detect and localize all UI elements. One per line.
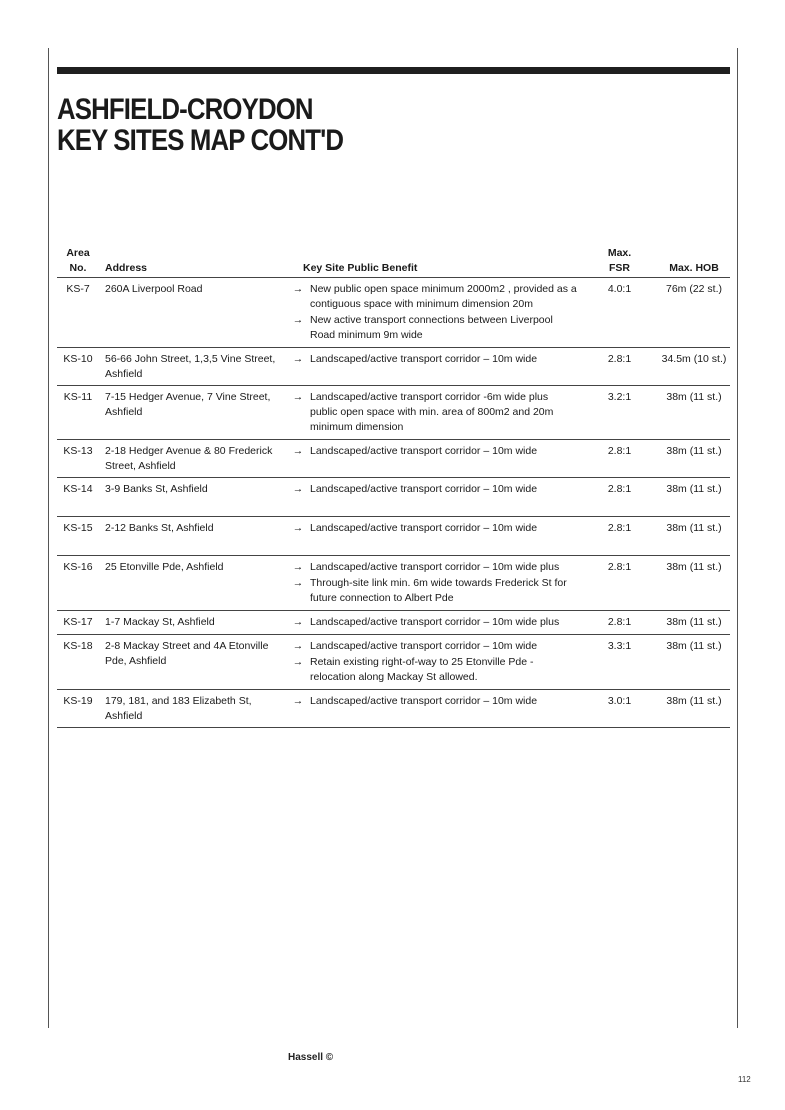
address-cell: 25 Etonville Pde, Ashfield (105, 561, 224, 573)
max-fsr-cell: 2.8:1 (607, 522, 632, 534)
area-number-cell: KS-7 (66, 283, 90, 295)
benefit-list (291, 521, 587, 536)
benefit-cell (291, 478, 587, 517)
benefit-text: Through-site link min. 6m wide towards Frederick St for future connection to Albert Pde (310, 577, 567, 604)
benefit-item (291, 521, 587, 536)
header-bar (57, 67, 730, 74)
benefit-text: Landscaped/active transport corridor -6m wide plus public open space with min. area of 800m2 and 20m minimum dimension (310, 391, 554, 433)
arrow-right-icon: → (292, 483, 304, 495)
arrow-right-icon: → (292, 695, 304, 707)
table-row (57, 690, 730, 728)
max-hob-cell: 38m (11 st.) (666, 483, 722, 495)
benefit-list (291, 390, 587, 435)
max-hob-cell: 38m (11 st.) (666, 561, 722, 573)
benefit-item (291, 444, 587, 459)
footer-credit: Hassell © (288, 1052, 334, 1063)
max-hob-cell: 38m (11 st.) (666, 640, 722, 652)
benefit-cell (291, 386, 587, 440)
max-fsr-cell: 3.0:1 (607, 695, 632, 707)
address-cell: 260A Liverpool Road (105, 283, 203, 295)
benefit-list (291, 482, 587, 497)
header-area-no (57, 246, 99, 278)
table-row (57, 440, 730, 478)
table-row (57, 517, 730, 556)
benefit-item (291, 352, 587, 367)
left-margin-rule (48, 48, 49, 1028)
benefit-text: Landscaped/active transport corridor – 10m wide (310, 483, 538, 495)
benefit-cell (291, 278, 587, 348)
max-fsr-cell: 2.8:1 (607, 353, 632, 365)
table-row (57, 635, 730, 690)
table-row (57, 278, 730, 348)
arrow-right-icon: → (292, 391, 304, 403)
benefit-list (291, 560, 587, 606)
benefit-text: Landscaped/active transport corridor – 10m wide (310, 353, 538, 365)
benefit-item (291, 390, 587, 435)
address-cell: 2-8 Mackay Street and 4A Etonville Pde, Ashfield (105, 640, 269, 667)
address-cell: 56-66 John Street, 1,3,5 Vine Street, Ashfield (105, 353, 276, 380)
max-fsr-cell: 3.3:1 (607, 640, 632, 652)
header-area-bottom: No. (69, 262, 87, 274)
arrow-right-icon: → (292, 522, 304, 534)
benefit-item (291, 615, 587, 630)
benefit-item (291, 655, 587, 685)
page-number: 112 (738, 1075, 751, 1084)
max-fsr-cell: 2.8:1 (607, 483, 632, 495)
benefit-cell (291, 440, 587, 478)
benefit-cell (291, 690, 587, 728)
benefit-item (291, 282, 587, 312)
benefit-list (291, 352, 587, 367)
table-row (57, 611, 730, 635)
benefit-item (291, 576, 587, 606)
benefit-list (291, 444, 587, 459)
benefit-list (291, 615, 587, 630)
title-line-1: ASHFIELD-CROYDON (57, 93, 313, 126)
area-number-cell: KS-17 (63, 616, 93, 628)
max-fsr-cell: 4.0:1 (607, 283, 632, 295)
benefit-list (291, 694, 587, 709)
benefit-item (291, 482, 587, 497)
address-cell: 2-12 Banks St, Ashfield (105, 522, 214, 534)
address-cell: 179, 181, and 183 Elizabeth St, Ashfield (105, 695, 252, 722)
table-row (57, 556, 730, 611)
arrow-right-icon: → (292, 283, 304, 295)
max-fsr-cell: 2.8:1 (607, 561, 632, 573)
max-hob-cell: 38m (11 st.) (666, 391, 722, 403)
benefit-item (291, 639, 587, 654)
table-row (57, 478, 730, 517)
benefit-item (291, 313, 587, 343)
area-number-cell: KS-16 (63, 561, 93, 573)
max-hob-cell: 34.5m (10 st.) (661, 353, 727, 365)
area-number-cell: KS-15 (63, 522, 93, 534)
benefit-text: New public open space minimum 2000m2 , provided as a contiguous space with minimum dimension 20m (310, 283, 577, 310)
benefit-cell (291, 517, 587, 556)
arrow-right-icon: → (292, 656, 304, 668)
area-number-cell: KS-14 (63, 483, 93, 495)
header-max-hob: Max. HOB (669, 262, 719, 274)
benefit-cell (291, 635, 587, 690)
benefit-text: Landscaped/active transport corridor – 10m wide (310, 695, 538, 707)
max-hob-cell: 38m (11 st.) (666, 445, 722, 457)
benefit-text: Landscaped/active transport corridor – 10m wide (310, 640, 538, 652)
benefit-text: Retain existing right-of-way to 25 Etonville Pde - relocation along Mackay St allowed. (310, 656, 534, 683)
key-sites-table (57, 246, 730, 728)
header-fsr-bottom: FSR (609, 262, 630, 274)
arrow-right-icon: → (292, 577, 304, 589)
max-fsr-cell: 2.8:1 (607, 616, 632, 628)
table-row (57, 386, 730, 440)
arrow-right-icon: → (292, 640, 304, 652)
address-cell: 3-9 Banks St, Ashfield (105, 483, 208, 495)
table-header-row (57, 246, 730, 278)
page-title (57, 94, 343, 156)
header-area-top: Area (66, 247, 90, 259)
max-hob-cell: 38m (11 st.) (666, 522, 722, 534)
address-cell: 1-7 Mackay St, Ashfield (105, 616, 215, 628)
arrow-right-icon: → (292, 445, 304, 457)
arrow-right-icon: → (292, 314, 304, 326)
benefit-cell (291, 611, 587, 635)
max-fsr-cell: 3.2:1 (607, 391, 632, 403)
table-row (57, 348, 730, 386)
benefit-text: Landscaped/active transport corridor – 10m wide (310, 445, 538, 457)
header-address: Address (105, 262, 148, 274)
address-cell: 7-15 Hedger Avenue, 7 Vine Street, Ashfield (105, 391, 271, 418)
benefit-text: Landscaped/active transport corridor – 10m wide (310, 522, 538, 534)
benefit-text: New active transport connections between Liverpool Road minimum 9m wide (310, 314, 553, 341)
address-cell: 2-18 Hedger Avenue & 80 Frederick Street, Ashfield (105, 445, 273, 472)
max-hob-cell: 76m (22 st.) (665, 283, 723, 295)
right-margin-rule (737, 48, 738, 1028)
header-max-fsr (587, 246, 652, 278)
max-fsr-cell: 2.8:1 (607, 445, 632, 457)
area-number-cell: KS-11 (63, 391, 93, 403)
benefit-list (291, 639, 587, 685)
max-hob-cell: 38m (11 st.) (666, 616, 722, 628)
title-line-2: KEY SITES MAP CONT'D (57, 124, 344, 157)
area-number-cell: KS-19 (63, 695, 93, 707)
benefit-item (291, 694, 587, 709)
benefit-text: Landscaped/active transport corridor – 10m wide plus (310, 616, 560, 628)
arrow-right-icon: → (292, 353, 304, 365)
benefit-cell (291, 556, 587, 611)
area-number-cell: KS-18 (63, 640, 93, 652)
benefit-cell (291, 348, 587, 386)
area-number-cell: KS-13 (63, 445, 93, 457)
arrow-right-icon: → (292, 561, 304, 573)
benefit-item (291, 560, 587, 575)
benefit-text: Landscaped/active transport corridor – 10m wide plus (310, 561, 560, 573)
area-number-cell: KS-10 (63, 353, 93, 365)
max-hob-cell: 38m (11 st.) (666, 695, 722, 707)
benefit-list (291, 282, 587, 343)
header-fsr-top: Max. (607, 247, 632, 259)
arrow-right-icon: → (292, 616, 304, 628)
header-benefit: Key Site Public Benefit (303, 262, 418, 274)
